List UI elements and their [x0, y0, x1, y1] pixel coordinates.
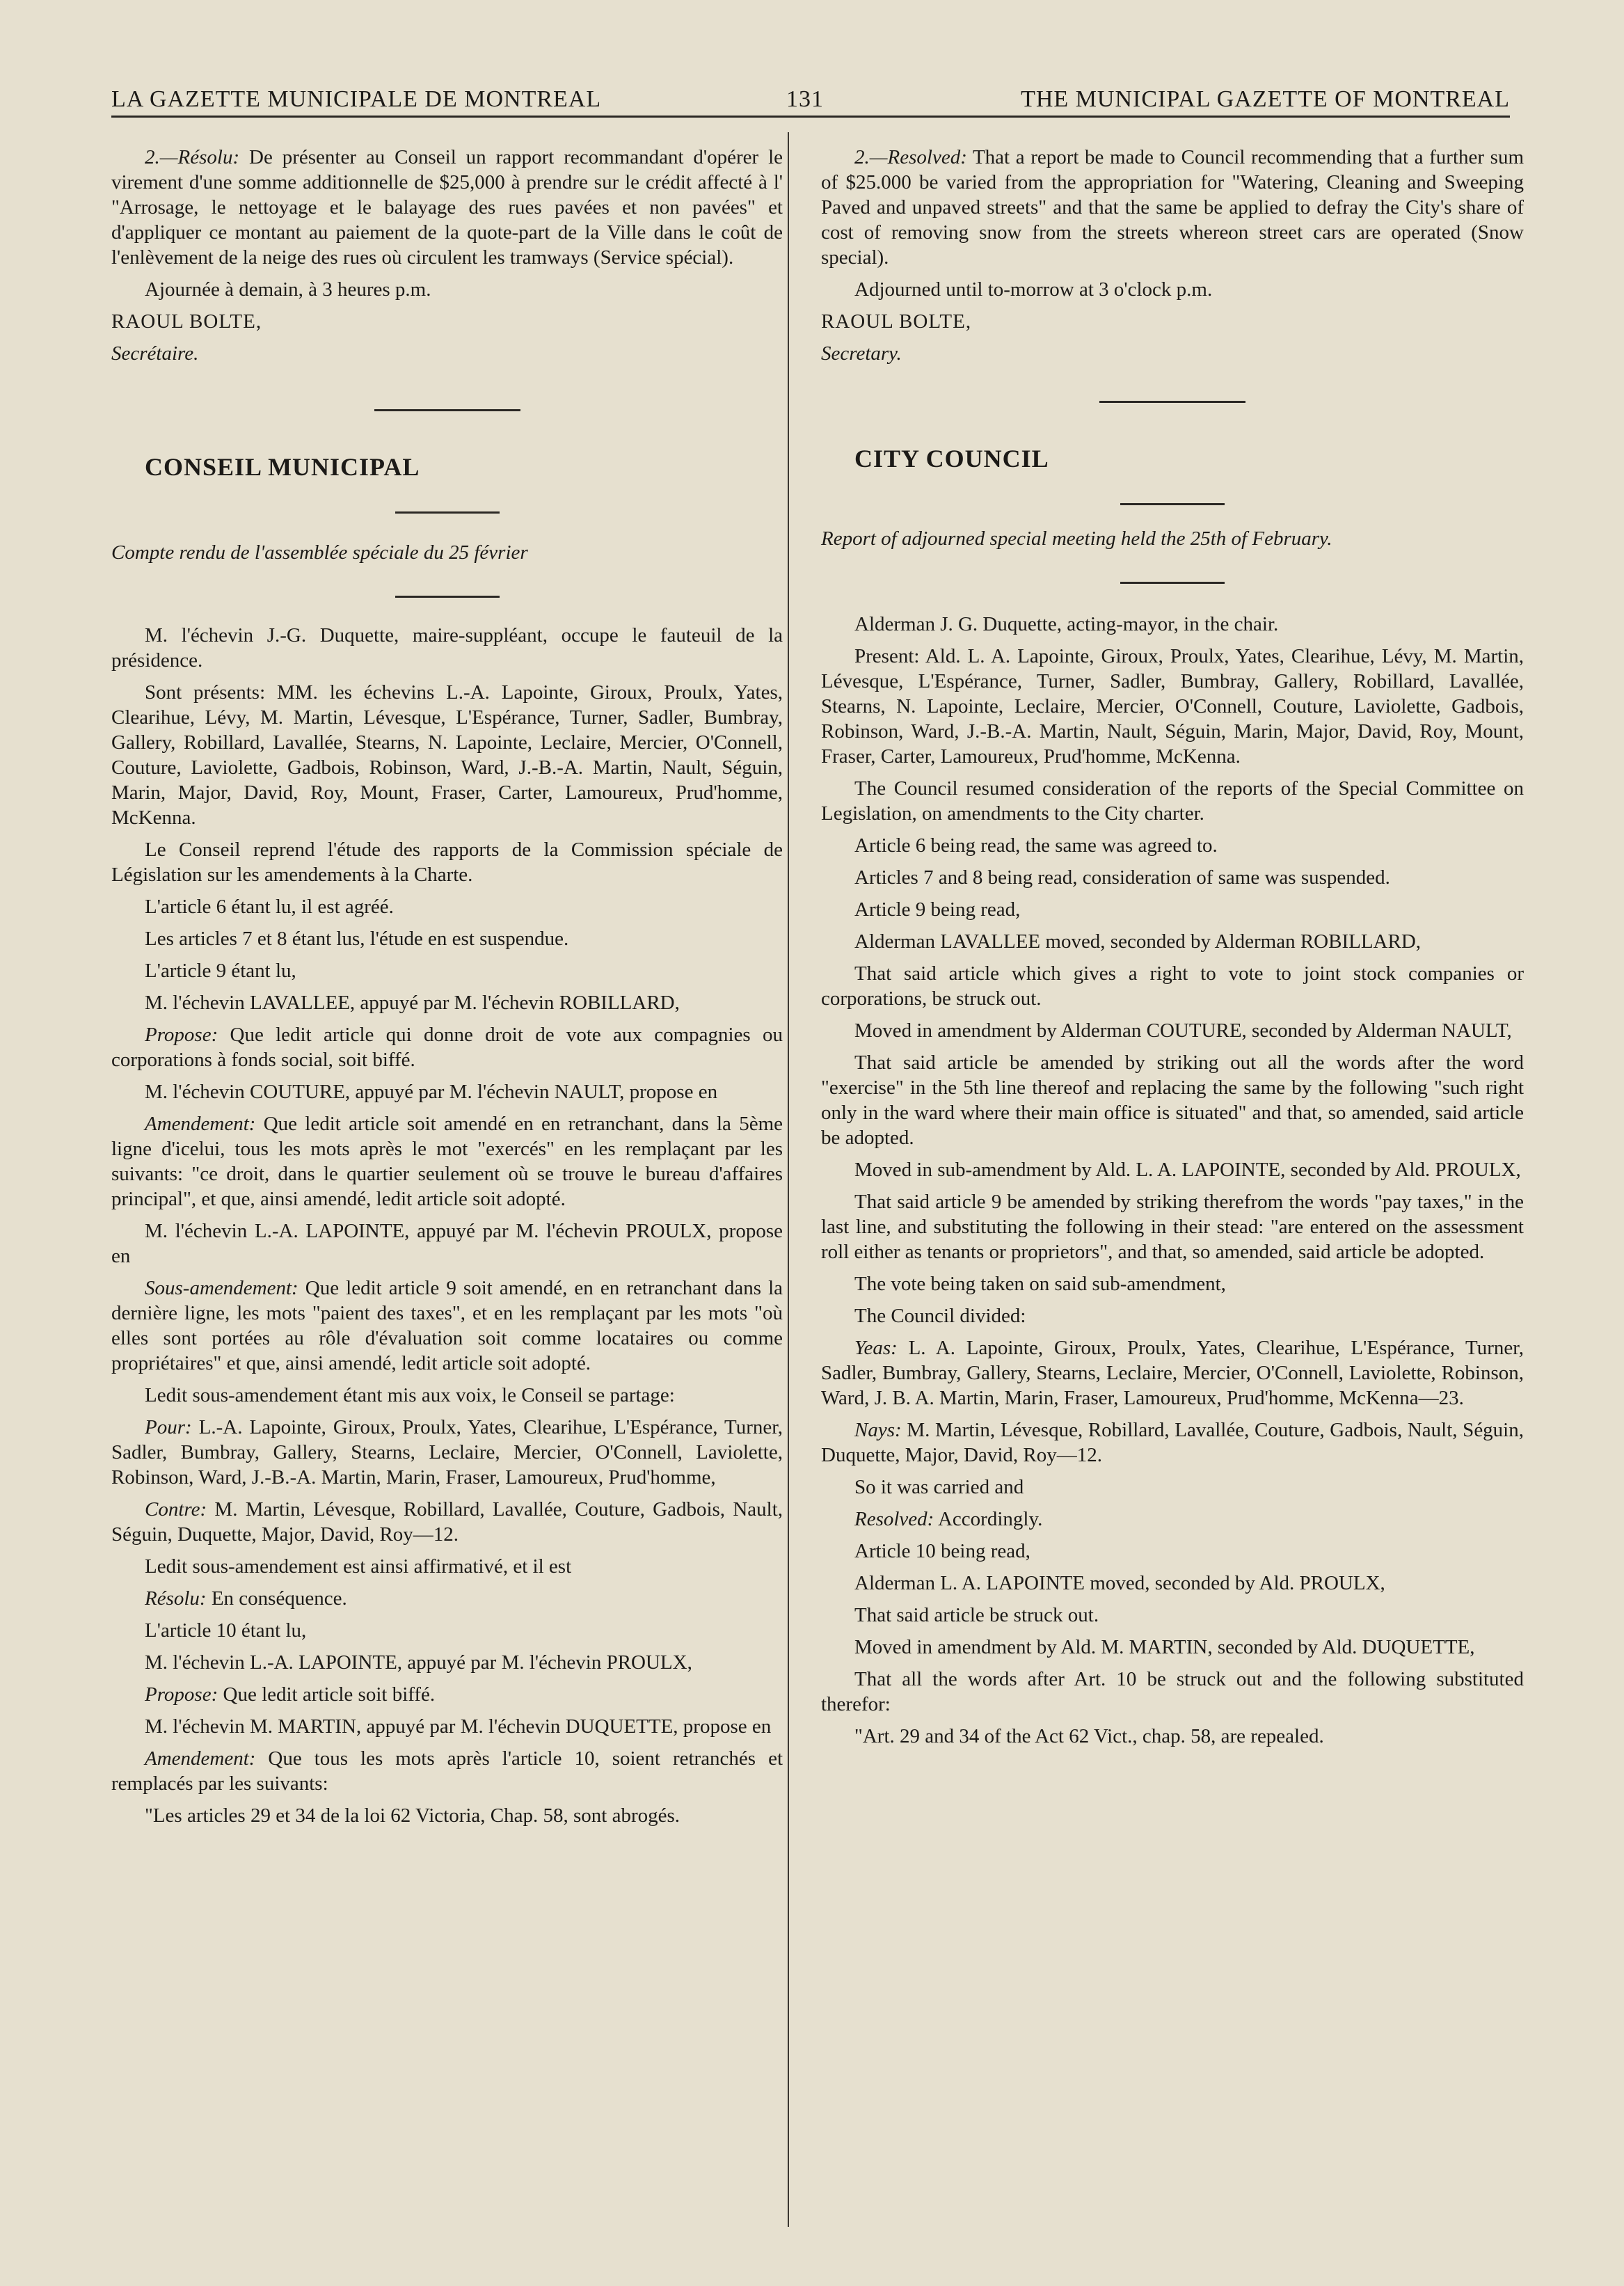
en-paragraph: Article 9 being read,	[854, 898, 1021, 921]
en-item-2-text: That a report be made to Council recommending that a further sum of $25.000 be varied from the appropriation for "Watering, Cleaning and Sweeping Paved and unpaved streets" and that the same be applied to defray the City's share of cost of removing snow from the streets whereon street cars are operated (Snow special).	[821, 146, 1525, 269]
fr-paragraph: Le Conseil reprend l'étude des rapports de la Commission spéciale de Législation sur les amendements à la Charte.	[111, 839, 783, 886]
page-number: 131	[786, 86, 824, 112]
en-paragraph: Alderman LAVALLEE moved, seconded by Alderman ROBILLARD,	[854, 930, 1422, 953]
fr-paragraph: Propose: Que ledit article soit biffé.	[145, 1683, 436, 1706]
header-rule	[111, 116, 1510, 118]
en-body	[821, 612, 1524, 1749]
en-paragraph: That said article be amended by striking out all the words after the word "exercise" in the 5th line thereof and replacing the same by the following "such right only in the ward where their main office is situated" and that, so amended, said article be adopted.	[821, 1051, 1524, 1149]
en-adjourned: Adjourned until to-morrow at 3 o'clock p.m.	[854, 278, 1213, 301]
header-title-fr: LA GAZETTE MUNICIPALE DE MONTREAL	[111, 86, 602, 112]
fr-paragraph: "Les articles 29 et 34 de la loi 62 Victoria, Chap. 58, sont abrogés.	[145, 1804, 680, 1827]
fr-paragraph: M. l'échevin COUTURE, appuyé par M. l'échevin NAULT, propose en	[145, 1081, 718, 1103]
fr-paragraph: L'article 10 étant lu,	[145, 1619, 307, 1642]
en-paragraph: So it was carried and	[854, 1476, 1024, 1498]
fr-paragraph: Ledit sous-amendement étant mis aux voix, le Conseil se partage:	[145, 1384, 675, 1406]
fr-item-2	[111, 145, 783, 270]
fr-heading: CONSEIL MUNICIPAL	[145, 453, 420, 481]
en-paragraph: The Council resumed consideration of the reports of the Special Committee on Legislation, on amendments to the City charter.	[821, 777, 1524, 825]
en-paragraph: Article 6 being read, the same was agreed to.	[854, 834, 1218, 857]
en-paragraph: Alderman L. A. LAPOINTE moved, seconded by Ald. PROULX,	[854, 1572, 1385, 1594]
en-paragraph: That said article be struck out.	[854, 1604, 1099, 1626]
en-paragraph: That all the words after Art. 10 be struck out and the following substituted therefor:	[821, 1668, 1524, 1715]
en-signature-name: RAOUL BOLTE,	[821, 310, 972, 333]
english-column	[821, 145, 1524, 1756]
en-paragraph: The Council divided:	[854, 1305, 1026, 1327]
en-heading: CITY COUNCIL	[854, 445, 1049, 473]
en-paragraph: That said article which gives a right to vote to joint stock companies or corporations, be struck out.	[821, 962, 1524, 1010]
fr-paragraph: Sous-amendement: Que ledit article 9 soit amendé, en en retranchant dans la dernière ligne, les mots "paient des taxes", et en les remplaçant par les mots "où elles sont portées au rôle d'évaluation soit comme locataires ou comme propriétaires" et que, ainsi amendé, ledit article soit adopté.	[111, 1277, 783, 1374]
en-paragraph: Moved in sub-amendment by Ald. L. A. LAPOINTE, seconded by Ald. PROULX,	[854, 1159, 1521, 1181]
en-paragraph: Resolved: Accordingly.	[854, 1508, 1043, 1530]
fr-paragraph: M. l'échevin LAVALLEE, appuyé par M. l'échevin ROBILLARD,	[145, 992, 680, 1014]
en-paragraph: Yeas: L. A. Lapointe, Giroux, Proulx, Yates, Clearihue, L'Espérance, Turner, Sadler, Bumbray, Gallery, Stearns, Leclaire, Mercier, O'Connell, Laviolette, Robinson, Ward, J. B. A. Martin, Marin, Fraser, Lamoureux, Prud'homme, McKenna—23.	[821, 1337, 1524, 1409]
fr-paragraph: L'article 6 étant lu, il est agréé.	[145, 896, 394, 918]
en-item-2	[821, 145, 1524, 270]
fr-paragraph: Contre: M. Martin, Lévesque, Robillard, Lavallée, Couture, Gadbois, Nault, Séguin, Duquette, Major, David, Roy—12.	[111, 1498, 783, 1546]
en-subtitle: Report of adjourned special meeting held the 25th of February.	[821, 527, 1332, 550]
fr-body	[111, 623, 783, 1828]
french-column	[111, 145, 783, 1835]
en-paragraph: Nays: M. Martin, Lévesque, Robillard, Lavallée, Couture, Gadbois, Nault, Séguin, Duquette, Major, David, Roy—12.	[821, 1419, 1524, 1466]
en-item-2-label: 2.—Resolved:	[854, 146, 967, 168]
fr-item-2-text: De présenter au Conseil un rapport recommandant d'opérer le virement d'une somme additionnelle de $25,000 à prendre sur le crédit affecté à l' "Arrosage, le nettoyage et le balayage des rues pavées et non pavées" et d'appliquer ce montant au paiement de la quote-part de la Ville dans le coût de l'enlèvement de la neige des rues où circulent les tramways (Service spécial).	[111, 146, 783, 269]
en-paragraph: Moved in amendment by Alderman COUTURE, seconded by Alderman NAULT,	[854, 1019, 1512, 1042]
en-paragraph: Articles 7 and 8 being read, consideration of same was suspended.	[854, 866, 1390, 889]
en-signature-role: Secretary.	[821, 342, 902, 365]
fr-paragraph: Amendement: Que ledit article soit amendé en en retranchant, dans la 5ème ligne d'icelui, tous les mots après le mot "exercés" en les remplaçant par les suivants: "ce droit, dans le quartier seulement où se trouve le bureau d'affaires principal", et que, ainsi amendé, ledit article soit adopté.	[111, 1113, 783, 1210]
en-paragraph: Present: Ald. L. A. Lapointe, Giroux, Proulx, Yates, Clearihue, Lévy, M. Martin, Lévesque, L'Espérance, Turner, Sadler, Bumbray, Gallery, Robillard, Lavallée, Stearns, N. Lapointe, Leclaire, Mercier, O'Connell, Couture, Laviolette, Gadbois, Robinson, Ward, J.-B.-A. Martin, Nault, Séguin, Marin, Major, David, Roy, Mount, Fraser, Carter, Lamoureux, Prud'homme, McKenna.	[821, 645, 1524, 768]
fr-paragraph: Ledit sous-amendement est ainsi affirmativé, et il est	[145, 1555, 572, 1578]
fr-adjourned: Ajournée à demain, à 3 heures p.m.	[145, 278, 431, 301]
fr-paragraph: M. l'échevin M. MARTIN, appuyé par M. l'échevin DUQUETTE, propose en	[145, 1715, 772, 1738]
fr-paragraph: Amendement: Que tous les mots après l'article 10, soient retranchés et remplacés par les suivants:	[111, 1747, 783, 1795]
fr-paragraph: L'article 9 étant lu,	[145, 960, 296, 982]
en-paragraph: The vote being taken on said sub-amendment,	[854, 1273, 1226, 1295]
en-paragraph: "Art. 29 and 34 of the Act 62 Vict., chap. 58, are repealed.	[854, 1725, 1324, 1747]
fr-paragraph: Résolu: En conséquence.	[145, 1587, 347, 1610]
fr-paragraph: Les articles 7 et 8 étant lus, l'étude en est suspendue.	[145, 928, 569, 950]
fr-paragraph: M. l'échevin L.-A. LAPOINTE, appuyé par M. l'échevin PROULX,	[145, 1651, 692, 1674]
fr-subtitle: Compte rendu de l'assemblée spéciale du 25 février	[111, 541, 528, 564]
fr-signature-name: RAOUL BOLTE,	[111, 310, 262, 333]
en-paragraph: That said article 9 be amended by striking therefrom the words "pay taxes," in the last line, and substituting the following in their stead: "are entered on the assessment roll either as tenants or proprietors", and that, so amended, said article be adopted.	[821, 1191, 1524, 1263]
en-paragraph: Moved in amendment by Ald. M. MARTIN, seconded by Ald. DUQUETTE,	[854, 1636, 1475, 1658]
fr-signature-role: Secrétaire.	[111, 342, 199, 365]
fr-item-2-label: 2.—Résolu:	[145, 146, 240, 168]
en-paragraph: Article 10 being read,	[854, 1540, 1030, 1562]
fr-paragraph: M. l'échevin J.-G. Duquette, maire-suppléant, occupe le fauteuil de la présidence.	[111, 624, 783, 672]
fr-paragraph: Pour: L.-A. Lapointe, Giroux, Proulx, Yates, Clearihue, L'Espérance, Turner, Sadler, Bumbray, Gallery, Stearns, Leclaire, Mercier, O'Connell, Laviolette, Robinson, Ward, J.-B.-A. Martin, Marin, Fraser, Lamoureux, Prud'homme,	[111, 1416, 783, 1489]
header-title-en: THE MUNICIPAL GAZETTE OF MONTREAL	[1021, 86, 1510, 112]
fr-paragraph: Propose: Que ledit article qui donne droit de vote aux compagnies ou corporations à fonds social, soit biffé.	[111, 1024, 783, 1071]
column-divider	[788, 132, 789, 2227]
fr-paragraph: M. l'échevin L.-A. LAPOINTE, appuyé par M. l'échevin PROULX, propose en	[111, 1220, 783, 1267]
en-paragraph: Alderman J. G. Duquette, acting-mayor, in the chair.	[854, 613, 1279, 635]
page-header	[111, 77, 1510, 116]
fr-paragraph: Sont présents: MM. les échevins L.-A. Lapointe, Giroux, Proulx, Yates, Clearihue, Lévy, M. Martin, Lévesque, L'Espérance, Turner, Sadler, Bumbray, Gallery, Robillard, Lavallée, Stearns, N. Lapointe, Leclaire, Mercier, O'Connell, Couture, Laviolette, Gadbois, Robinson, Ward, J.-B.-A. Martin, Nault, Séguin, Marin, Major, David, Roy, Mount, Fraser, Carter, Lamoureux, Prud'homme, McKenna.	[111, 681, 783, 829]
